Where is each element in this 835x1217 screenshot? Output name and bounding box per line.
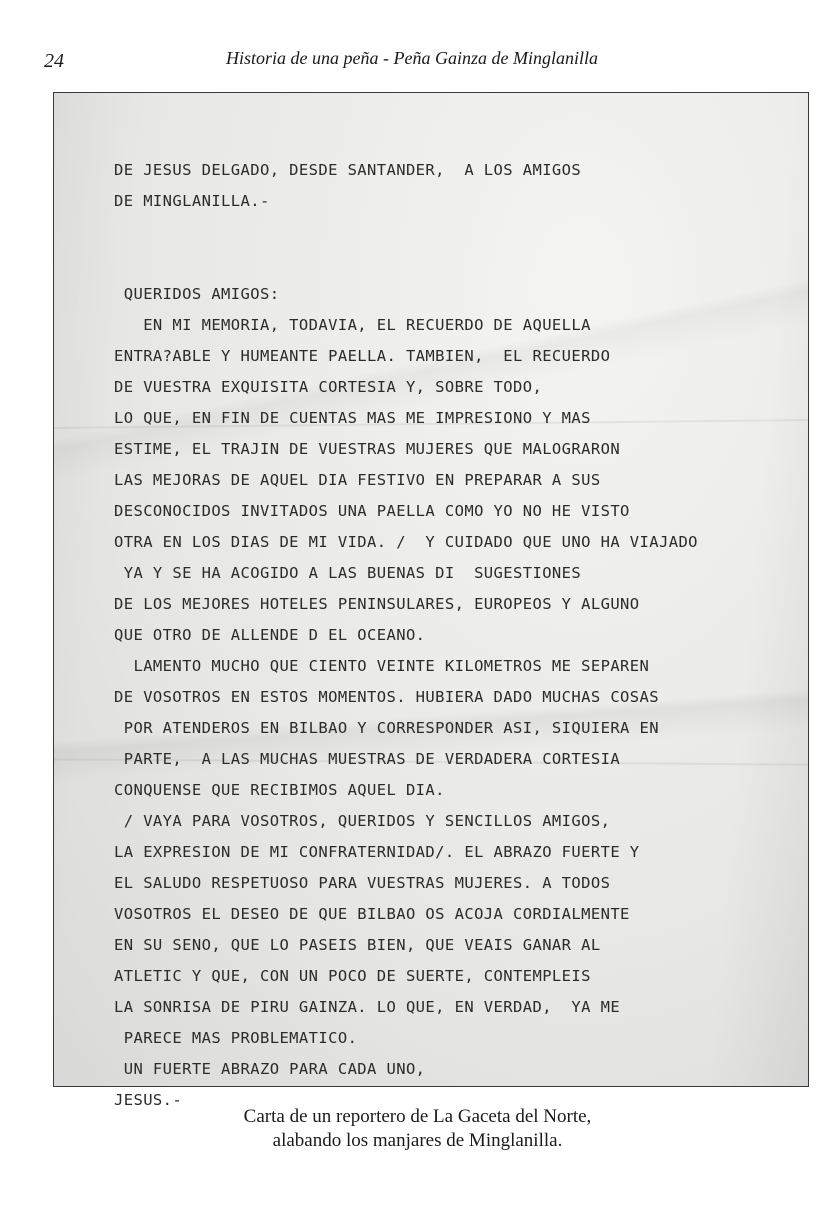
page-number: 24 [44,50,64,72]
letter-line: ENTRA?ABLE Y HUMEANTE PAELLA. TAMBIEN, EL RECUERDO [114,347,611,365]
letter-line: EN SU SENO, QUE LO PASEIS BIEN, QUE VEAIS GANAR AL [114,936,601,954]
figure-caption [0,1105,835,1153]
letter-line: DE VUESTRA EXQUISITA CORTESIA Y, SOBRE TODO, [114,378,543,396]
letter-line: ESTIME, EL TRAJIN DE VUESTRAS MUJERES QUE MALOGRARON [114,440,621,458]
letter-line: DE MINGLANILLA.- [114,192,270,210]
letter-photo [53,92,809,1109]
letter-line: LAMENTO MUCHO QUE CIENTO VEINTE KILOMETROS ME SEPAREN [114,657,650,675]
page-header [0,40,835,80]
letter-line: EN MI MEMORIA, TODAVIA, EL RECUERDO DE AQUELLA [114,316,591,334]
letter-line: / VAYA PARA VOSOTROS, QUERIDOS Y SENCILLOS AMIGOS, [114,812,611,830]
letter-line: DE LOS MEJORES HOTELES PENINSULARES, EUROPEOS Y ALGUNO [114,595,640,613]
running-title: Historia de una peña - Peña Gainza de Minglanilla [226,48,598,68]
letter-line: QUERIDOS AMIGOS: [114,285,280,303]
letter-line: OTRA EN LOS DIAS DE MI VIDA. / Y CUIDADO QUE UNO HA VIAJADO [114,533,698,551]
letter-line: VOSOTROS EL DESEO DE QUE BILBAO OS ACOJA CORDIALMENTE [114,905,630,923]
letter-line: UN FUERTE ABRAZO PARA CADA UNO, [114,1060,426,1078]
letter-line: QUE OTRO DE ALLENDE D EL OCEANO. [114,626,426,644]
letter-line: DESCONOCIDOS INVITADOS UNA PAELLA COMO YO NO HE VISTO [114,502,630,520]
letter-line: PARECE MAS PROBLEMATICO. [114,1029,358,1047]
letter-line: LAS MEJORAS DE AQUEL DIA FESTIVO EN PREPARAR A SUS [114,471,601,489]
letter-line: POR ATENDEROS EN BILBAO Y CORRESPONDER ASI, SIQUIERA EN [114,719,659,737]
letter-line: DE JESUS DELGADO, DESDE SANTANDER, A LOS AMIGOS [114,161,582,179]
caption-line: alabando los manjares de Minglanilla. [272,1130,563,1151]
letter-line: JESUS.- [114,1091,183,1109]
letter-line: DE VOSOTROS EN ESTOS MOMENTOS. HUBIERA DADO MUCHAS COSAS [114,688,659,706]
letter-line: ATLETIC Y QUE, CON UN POCO DE SUERTE, CONTEMPLEIS [114,967,591,985]
letter-line [114,248,698,279]
typed-letter-body [114,155,698,1116]
letter-line: CONQUENSE QUE RECIBIMOS AQUEL DIA. [114,781,445,799]
letter-line: PARTE, A LAS MUCHAS MUESTRAS DE VERDADERA CORTESIA [114,750,621,768]
letter-line: LA EXPRESION DE MI CONFRATERNIDAD/. EL ABRAZO FUERTE Y [114,843,640,861]
letter-line [114,217,698,248]
letter-line: LA SONRISA DE PIRU GAINZA. LO QUE, EN VERDAD, YA ME [114,998,621,1016]
caption-line: Carta de un reportero de La Gaceta del Norte, [243,1106,592,1127]
letter-line: LO QUE, EN FIN DE CUENTAS MAS ME IMPRESIONO Y MAS [114,409,591,427]
letter-line: EL SALUDO RESPETUOSO PARA VUESTRAS MUJERES. A TODOS [114,874,611,892]
letter-line: YA Y SE HA ACOGIDO A LAS BUENAS DI SUGESTIONES [114,564,582,582]
